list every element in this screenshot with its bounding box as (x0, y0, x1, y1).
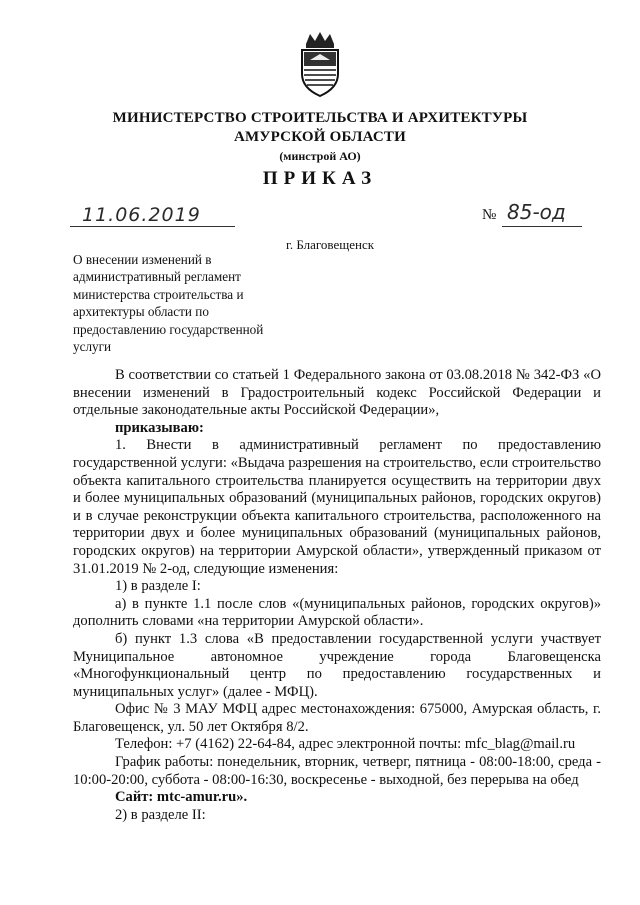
order-date: 11.06.2019 (82, 204, 201, 226)
ministry-name-line2: АМУРСКОЙ ОБЛАСТИ (234, 129, 406, 145)
preamble-paragraph: В соответствии со статьей 1 Федерального закона от 03.08.2018 № 342-ФЗ «О внесении изменений в Градостроительный кодекс Российской Федерации и отдельные законодательные акты Российской Федерации», (73, 367, 601, 419)
subitem-1a-paragraph: а) в пункте 1.1 после слов «(муниципальных районов, городских округов)» дополнить словами «на территории Амурской области». (73, 595, 601, 630)
website-paragraph: Сайт: mtc-amur.ru». (115, 789, 248, 806)
number-underline (502, 226, 582, 227)
order-keyword: приказываю: (115, 419, 204, 436)
ministry-name-line1: МИНИСТЕРСТВО СТРОИТЕЛЬСТВА И АРХИТЕКТУРЫ (112, 110, 528, 126)
order-subject: О внесении изменений в административный регламент министерства строительства и архитектуры области по предоставлению государственной услуги (73, 252, 264, 355)
number-label: № (482, 207, 497, 223)
ministry-abbreviation: (минстрой АО) (279, 149, 361, 163)
subitem-2-paragraph: 2) в разделе II: (115, 806, 206, 823)
subitem-1-paragraph: 1) в разделе I: (115, 578, 201, 595)
order-body (73, 367, 601, 824)
subitem-1b-paragraph: б) пункт 1.3 слова «В предоставлении государственной услуги участвует Муниципальное автономное учреждение города Благовещенска «Многофункциональный центр по предоставлению государственных и муниципальных услуг» (далее - МФЦ). (73, 630, 601, 700)
schedule-paragraph: График работы: понедельник, вторник, четверг, пятница - 08:00-18:00, среда - 10:00-20:00, суббота - 08:00-16:30, воскресенье - выходной, без перерыва на обед (73, 754, 601, 788)
document-type-title: ПРИКАЗ (262, 168, 378, 189)
order-number: 85-од (507, 200, 566, 224)
office-address-paragraph: Офис № 3 МАУ МФЦ адрес местонахождения: 675000, Амурская область, г. Благовещенск, ул. 50 лет Октября 8/2. (73, 701, 601, 735)
city-name: г. Благовещенск (286, 237, 375, 252)
phone-email-paragraph: Телефон: +7 (4162) 22-64-84, адрес электронной почты: mfc_blag@mail.ru (115, 736, 576, 753)
item-1-paragraph: 1. Внести в административный регламент по предоставлению государственной услуги: «Выдача разрешения на строительство, если строительство объекта капитального строительства планируется осуществить на территории двух и более муниципальных образований (муниципальных районов, городских округов) и в случае реконструкции объекта капитального строительства, расположенного на территории двух и более муниципальных образований (муниципальных районов, городских округов) на территории Амурской области», утвержденный приказом от 31.01.2019 № 2-од, следующие изменения: (73, 437, 601, 577)
coat-of-arms-icon (296, 30, 344, 98)
date-underline (70, 226, 235, 227)
